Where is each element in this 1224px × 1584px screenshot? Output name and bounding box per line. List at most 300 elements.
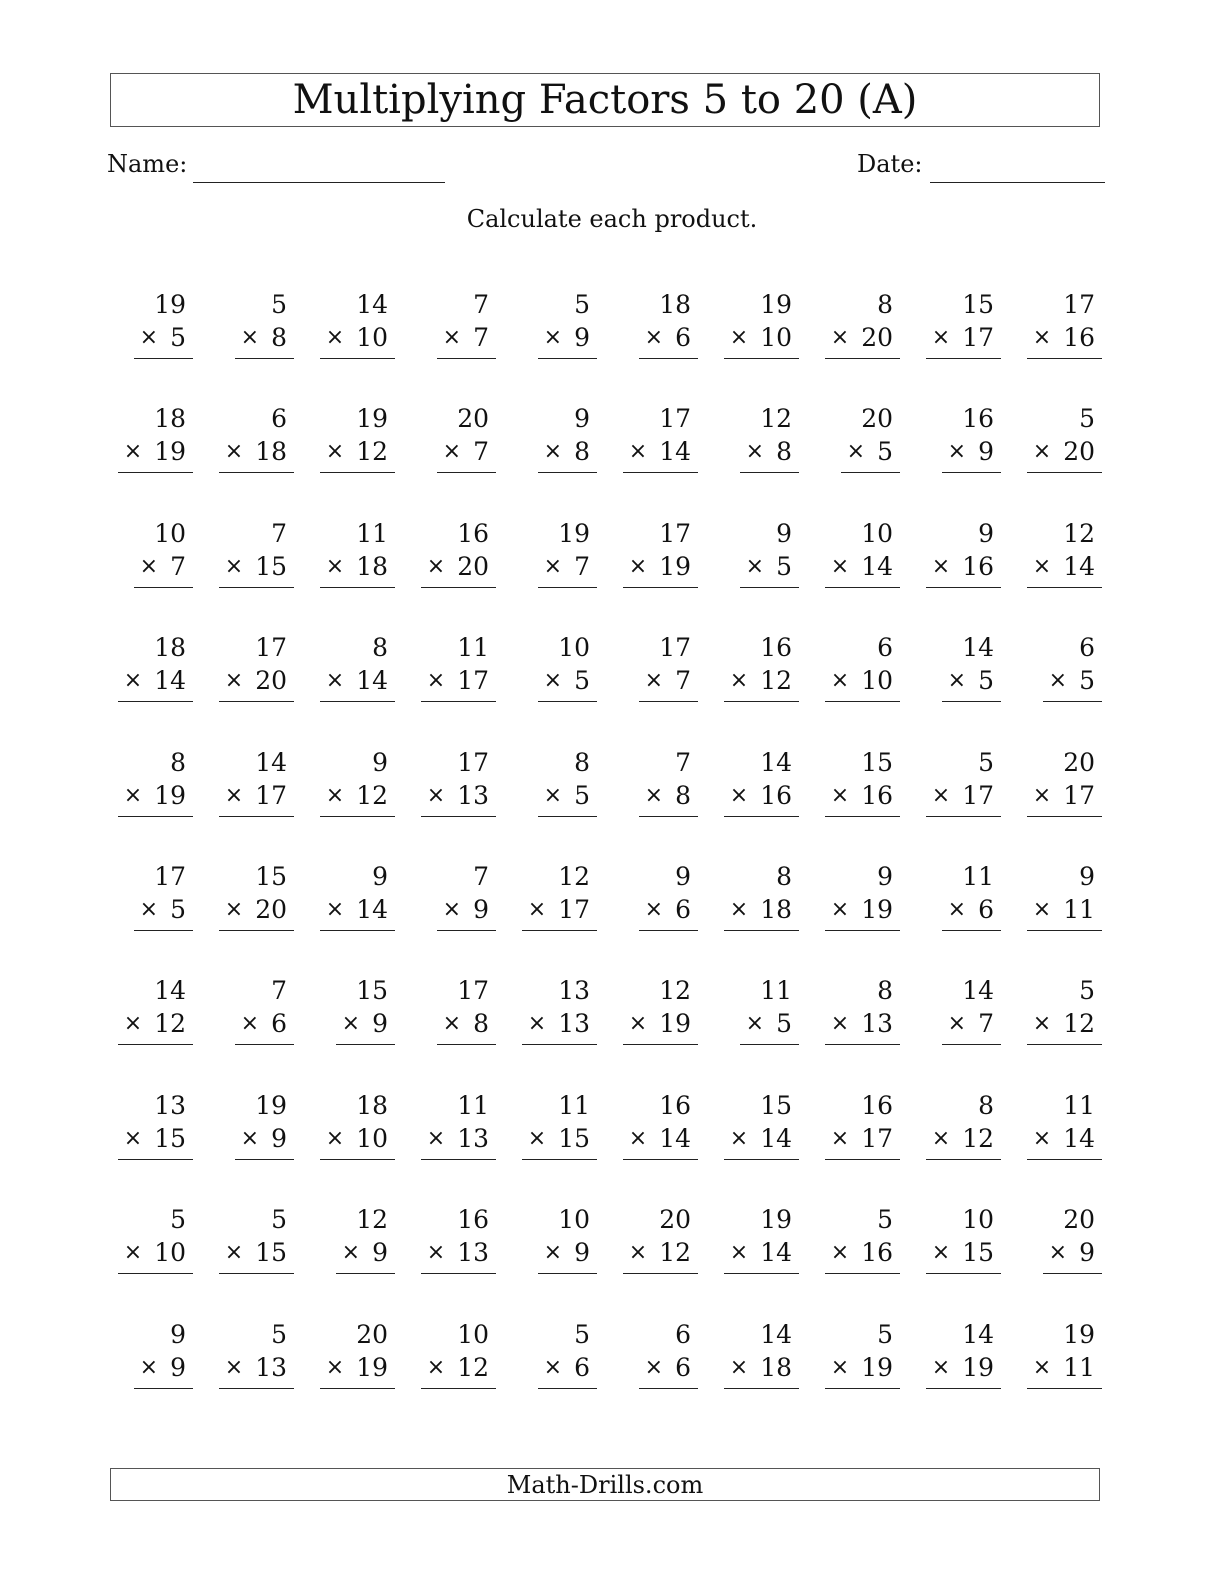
multiplier: 15 <box>154 1123 186 1153</box>
problem-item <box>206 1318 307 1432</box>
multiplicand: 7 <box>271 518 287 548</box>
problem-item <box>610 288 711 402</box>
multiplier-line <box>942 436 1001 473</box>
multiplicand: 5 <box>271 1205 287 1235</box>
multiplicand: 12 <box>1063 518 1095 548</box>
times-sign: × <box>325 553 345 579</box>
multiplicand: 10 <box>457 1319 489 1349</box>
problem-item <box>105 517 206 631</box>
multiplier: 14 <box>760 1238 792 1268</box>
multiplicand: 11 <box>356 518 388 548</box>
multiplier: 19 <box>659 551 691 581</box>
multiplier-line <box>134 551 193 588</box>
times-sign: × <box>325 439 345 465</box>
problem-item <box>408 860 509 974</box>
multiplicand: 12 <box>760 404 792 434</box>
times-sign: × <box>442 896 462 922</box>
multiplier: 7 <box>675 666 691 696</box>
multiplicand: 5 <box>1079 976 1095 1006</box>
problem-item <box>408 631 509 745</box>
times-sign: × <box>729 1125 749 1151</box>
multiplier: 16 <box>1063 323 1095 352</box>
multiplier: 13 <box>457 1123 489 1153</box>
multiplier-line <box>926 1237 1001 1274</box>
multiplicand: 8 <box>776 861 792 891</box>
multiplier: 5 <box>978 666 994 696</box>
multiplier-line <box>740 551 799 588</box>
problem-item <box>610 860 711 974</box>
multiplicand: 17 <box>154 861 186 891</box>
times-sign: × <box>931 553 951 579</box>
times-sign: × <box>1048 1240 1068 1266</box>
multiplier: 19 <box>356 1352 388 1382</box>
multiplicand: 17 <box>659 633 691 663</box>
multiplicand: 5 <box>170 1205 186 1235</box>
times-sign: × <box>830 1125 850 1151</box>
multiplier: 9 <box>473 894 489 924</box>
multiplier: 20 <box>457 551 489 581</box>
problem-item <box>307 860 408 974</box>
multiplicand: 9 <box>372 747 388 777</box>
footer: Math-Drills.com <box>110 1468 1100 1501</box>
multiplicand: 8 <box>574 747 590 777</box>
multiplier: 15 <box>255 1238 287 1268</box>
multiplier-line <box>219 551 294 588</box>
multiplicand: 8 <box>372 633 388 663</box>
multiplicand: 9 <box>675 861 691 891</box>
multiplicand: 20 <box>659 1205 691 1235</box>
multiplicand: 5 <box>877 1319 893 1349</box>
multiplier: 15 <box>962 1238 994 1268</box>
problem-item <box>307 402 408 516</box>
multiplicand: 5 <box>574 1319 590 1349</box>
multiplier: 10 <box>760 323 792 352</box>
problem-item <box>812 631 913 745</box>
times-sign: × <box>644 1354 664 1380</box>
multiplicand: 5 <box>271 1319 287 1349</box>
times-sign: × <box>123 782 143 808</box>
problem-item <box>408 974 509 1088</box>
multiplier-line <box>134 322 193 359</box>
multiplier: 7 <box>473 437 489 467</box>
times-sign: × <box>527 1125 547 1151</box>
problem-item <box>711 288 812 402</box>
problem-item <box>105 860 206 974</box>
problem-item <box>509 974 610 1088</box>
multiplicand: 8 <box>877 976 893 1006</box>
multiplier-line <box>235 322 294 359</box>
multiplier-line <box>825 1237 900 1274</box>
multiplicand: 17 <box>457 976 489 1006</box>
multiplier-line <box>320 1123 395 1160</box>
problem-item <box>812 1318 913 1432</box>
multiplier: 17 <box>558 894 590 924</box>
problem-item <box>509 517 610 631</box>
multiplicand: 11 <box>1063 1090 1095 1120</box>
multiplicand: 17 <box>1063 290 1095 319</box>
multiplier-line <box>421 780 496 817</box>
times-sign: × <box>947 439 967 465</box>
problem-item <box>812 288 913 402</box>
multiplicand: 15 <box>760 1090 792 1120</box>
multiplicand: 17 <box>457 747 489 777</box>
multiplier: 18 <box>760 894 792 924</box>
times-sign: × <box>1032 1354 1052 1380</box>
multiplicand: 9 <box>1079 861 1095 891</box>
multiplicand: 8 <box>978 1090 994 1120</box>
times-sign: × <box>628 1011 648 1037</box>
multiplier-line <box>538 1237 597 1274</box>
multiplier-line <box>825 322 900 359</box>
multiplier: 10 <box>861 666 893 696</box>
multiplier: 9 <box>170 1352 186 1382</box>
times-sign: × <box>729 782 749 808</box>
times-sign: × <box>224 553 244 579</box>
multiplier: 7 <box>473 323 489 352</box>
multiplicand: 9 <box>170 1319 186 1349</box>
multiplier: 13 <box>457 780 489 810</box>
multiplicand: 16 <box>760 633 792 663</box>
times-sign: × <box>224 439 244 465</box>
multiplier-line <box>320 894 395 931</box>
times-sign: × <box>931 325 951 350</box>
multiplier: 15 <box>558 1123 590 1153</box>
problem-row <box>105 1089 1115 1203</box>
multiplicand: 15 <box>255 861 287 891</box>
times-sign: × <box>729 1240 749 1266</box>
multiplier-line <box>320 665 395 702</box>
multiplicand: 16 <box>861 1090 893 1120</box>
problem-item <box>307 974 408 1088</box>
multiplicand: 8 <box>170 747 186 777</box>
multiplier: 6 <box>978 894 994 924</box>
times-sign: × <box>745 439 765 465</box>
times-sign: × <box>442 325 462 350</box>
times-sign: × <box>947 896 967 922</box>
multiplier-line <box>926 780 1001 817</box>
times-sign: × <box>325 1354 345 1380</box>
problem-item <box>711 746 812 860</box>
multiplier-line <box>320 436 395 473</box>
multiplicand: 12 <box>659 976 691 1006</box>
problem-item <box>1014 974 1115 1088</box>
problem-item <box>509 402 610 516</box>
times-sign: × <box>341 1240 361 1266</box>
multiplier: 11 <box>1063 1352 1095 1382</box>
multiplicand: 15 <box>962 290 994 319</box>
multiplier-line <box>134 894 193 931</box>
problem-item <box>812 1203 913 1317</box>
multiplicand: 14 <box>760 1319 792 1349</box>
problem-item <box>206 288 307 402</box>
instructions: Calculate each product. <box>466 205 758 233</box>
multiplier-line <box>134 1352 193 1389</box>
times-sign: × <box>830 896 850 922</box>
multiplicand: 16 <box>659 1090 691 1120</box>
problem-item <box>913 517 1014 631</box>
multiplicand: 9 <box>877 861 893 891</box>
multiplier-line <box>320 551 395 588</box>
times-sign: × <box>426 553 446 579</box>
multiplier-line <box>538 780 597 817</box>
multiplicand: 6 <box>271 404 287 434</box>
multiplier-line <box>538 1352 597 1389</box>
multiplier-line <box>639 665 698 702</box>
multiplier-line <box>336 1237 395 1274</box>
multiplier-line <box>724 894 799 931</box>
multiplicand: 15 <box>861 747 893 777</box>
times-sign: × <box>139 1354 159 1380</box>
multiplier: 9 <box>271 1123 287 1153</box>
times-sign: × <box>729 1354 749 1380</box>
problem-item <box>206 402 307 516</box>
multiplier-line <box>538 322 597 359</box>
multiplier: 12 <box>457 1352 489 1382</box>
times-sign: × <box>123 1125 143 1151</box>
multiplier: 5 <box>574 780 590 810</box>
times-sign: × <box>224 782 244 808</box>
multiplier-line <box>623 436 698 473</box>
problem-item <box>711 860 812 974</box>
multiplicand: 10 <box>962 1205 994 1235</box>
problem-item <box>307 1089 408 1203</box>
multiplier: 19 <box>154 437 186 467</box>
problem-item <box>913 288 1014 402</box>
problem-item <box>1014 517 1115 631</box>
multiplier: 16 <box>861 780 893 810</box>
multiplier-line <box>942 894 1001 931</box>
times-sign: × <box>830 782 850 808</box>
problem-item <box>408 746 509 860</box>
multiplier: 19 <box>154 780 186 810</box>
multiplier: 6 <box>675 894 691 924</box>
multiplier-line <box>724 1123 799 1160</box>
multiplier: 14 <box>659 1123 691 1153</box>
problem-item <box>509 746 610 860</box>
multiplicand: 19 <box>760 290 792 319</box>
problem-item <box>509 1203 610 1317</box>
multiplier: 5 <box>170 323 186 352</box>
multiplicand: 17 <box>659 518 691 548</box>
problem-item <box>307 1318 408 1432</box>
times-sign: × <box>543 325 563 350</box>
times-sign: × <box>527 896 547 922</box>
problem-item <box>105 288 206 402</box>
multiplier-line <box>437 1008 496 1045</box>
multiplier: 10 <box>154 1238 186 1268</box>
multiplier-line <box>724 322 799 359</box>
multiplier-line <box>639 780 698 817</box>
times-sign: × <box>240 325 260 350</box>
multiplier: 14 <box>356 666 388 696</box>
times-sign: × <box>628 553 648 579</box>
name-field-line[interactable] <box>193 182 445 183</box>
problem-item <box>509 631 610 745</box>
times-sign: × <box>139 325 159 350</box>
multiplier: 14 <box>1063 551 1095 581</box>
multiplier-line <box>219 665 294 702</box>
multiplier: 17 <box>962 780 994 810</box>
multiplicand: 17 <box>659 404 691 434</box>
multiplier-line <box>639 322 698 359</box>
times-sign: × <box>745 553 765 579</box>
multiplier-line <box>421 1123 496 1160</box>
multiplier: 19 <box>962 1352 994 1382</box>
problem-row <box>105 746 1115 860</box>
problem-item <box>408 288 509 402</box>
multiplicand: 7 <box>675 747 691 777</box>
multiplier: 17 <box>962 323 994 352</box>
multiplier-line <box>724 665 799 702</box>
times-sign: × <box>426 668 446 694</box>
problem-item <box>610 746 711 860</box>
times-sign: × <box>1032 325 1052 350</box>
times-sign: × <box>1032 1125 1052 1151</box>
multiplier: 13 <box>861 1009 893 1039</box>
problem-item <box>913 1089 1014 1203</box>
problem-item <box>1014 1089 1115 1203</box>
multiplier: 19 <box>861 894 893 924</box>
multiplicand: 7 <box>271 976 287 1006</box>
multiplier: 13 <box>457 1238 489 1268</box>
multiplier-line <box>1043 665 1102 702</box>
multiplicand: 5 <box>271 290 287 319</box>
multiplicand: 20 <box>457 404 489 434</box>
multiplier-line <box>1027 1123 1102 1160</box>
multiplier: 12 <box>1063 1009 1095 1039</box>
problem-item <box>610 974 711 1088</box>
multiplier-line <box>118 436 193 473</box>
times-sign: × <box>931 1125 951 1151</box>
multiplicand: 14 <box>255 747 287 777</box>
multiplier: 13 <box>558 1009 590 1039</box>
problem-item <box>307 631 408 745</box>
multiplier: 9 <box>978 437 994 467</box>
problem-item <box>105 1203 206 1317</box>
times-sign: × <box>644 325 664 350</box>
multiplicand: 16 <box>457 518 489 548</box>
date-field-line[interactable] <box>930 182 1105 183</box>
problem-row <box>105 402 1115 516</box>
multiplier: 8 <box>271 323 287 352</box>
problem-item <box>509 288 610 402</box>
problem-item <box>105 402 206 516</box>
times-sign: × <box>644 896 664 922</box>
multiplier-line <box>118 1008 193 1045</box>
multiplier: 20 <box>1063 437 1095 467</box>
problem-item <box>105 1089 206 1203</box>
multiplier: 10 <box>356 1123 388 1153</box>
times-sign: × <box>543 782 563 808</box>
multiplier-line <box>522 1008 597 1045</box>
problem-item <box>105 746 206 860</box>
multiplicand: 19 <box>1063 1319 1095 1349</box>
times-sign: × <box>1032 553 1052 579</box>
times-sign: × <box>123 668 143 694</box>
multiplier: 9 <box>574 1238 590 1268</box>
times-sign: × <box>123 439 143 465</box>
multiplicand: 9 <box>574 404 590 434</box>
multiplier-line <box>825 551 900 588</box>
multiplicand: 6 <box>1079 633 1095 663</box>
multiplier: 7 <box>170 551 186 581</box>
multiplier: 16 <box>861 1238 893 1268</box>
times-sign: × <box>442 439 462 465</box>
multiplicand: 20 <box>861 404 893 434</box>
multiplier-line <box>1043 1237 1102 1274</box>
problem-item <box>206 1203 307 1317</box>
multiplier: 5 <box>776 551 792 581</box>
multiplier-line <box>926 1352 1001 1389</box>
multiplier-line <box>740 436 799 473</box>
multiplicand: 7 <box>473 290 489 319</box>
multiplier-line <box>118 1123 193 1160</box>
multiplier-line <box>421 551 496 588</box>
multiplier: 14 <box>1063 1123 1095 1153</box>
multiplier-line <box>1027 780 1102 817</box>
name-label: Name: <box>107 150 188 178</box>
times-sign: × <box>628 1240 648 1266</box>
multiplier-line <box>724 1352 799 1389</box>
multiplier-line <box>219 1352 294 1389</box>
multiplier-line <box>623 551 698 588</box>
times-sign: × <box>341 1011 361 1037</box>
times-sign: × <box>325 782 345 808</box>
problem-item <box>307 288 408 402</box>
multiplicand: 11 <box>962 861 994 891</box>
multiplier-line <box>1027 1008 1102 1045</box>
multiplier: 6 <box>675 323 691 352</box>
problem-item <box>812 974 913 1088</box>
multiplicand: 17 <box>255 633 287 663</box>
multiplier-line <box>219 780 294 817</box>
multiplicand: 9 <box>372 861 388 891</box>
problem-item <box>408 1318 509 1432</box>
problem-item <box>913 1318 1014 1432</box>
problem-item <box>206 974 307 1088</box>
multiplier-line <box>320 322 395 359</box>
multiplicand: 5 <box>877 1205 893 1235</box>
problem-item <box>913 746 1014 860</box>
multiplier: 20 <box>255 894 287 924</box>
multiplier: 5 <box>877 437 893 467</box>
problem-item <box>206 746 307 860</box>
problem-item <box>812 860 913 974</box>
multiplicand: 15 <box>356 976 388 1006</box>
times-sign: × <box>123 1240 143 1266</box>
problem-item <box>105 1318 206 1432</box>
problem-item <box>812 517 913 631</box>
multiplicand: 16 <box>962 404 994 434</box>
multiplicand: 14 <box>962 633 994 663</box>
problem-item <box>913 860 1014 974</box>
multiplier: 7 <box>978 1009 994 1039</box>
times-sign: × <box>426 1240 446 1266</box>
times-sign: × <box>325 1125 345 1151</box>
multiplicand: 11 <box>760 976 792 1006</box>
problem-item <box>1014 860 1115 974</box>
problem-item <box>206 517 307 631</box>
problem-item <box>913 402 1014 516</box>
multiplicand: 11 <box>558 1090 590 1120</box>
multiplier: 9 <box>574 323 590 352</box>
multiplier: 14 <box>861 551 893 581</box>
times-sign: × <box>729 668 749 694</box>
multiplier: 20 <box>861 323 893 352</box>
multiplicand: 18 <box>659 290 691 319</box>
problem-row <box>105 1318 1115 1432</box>
multiplier-line <box>118 780 193 817</box>
